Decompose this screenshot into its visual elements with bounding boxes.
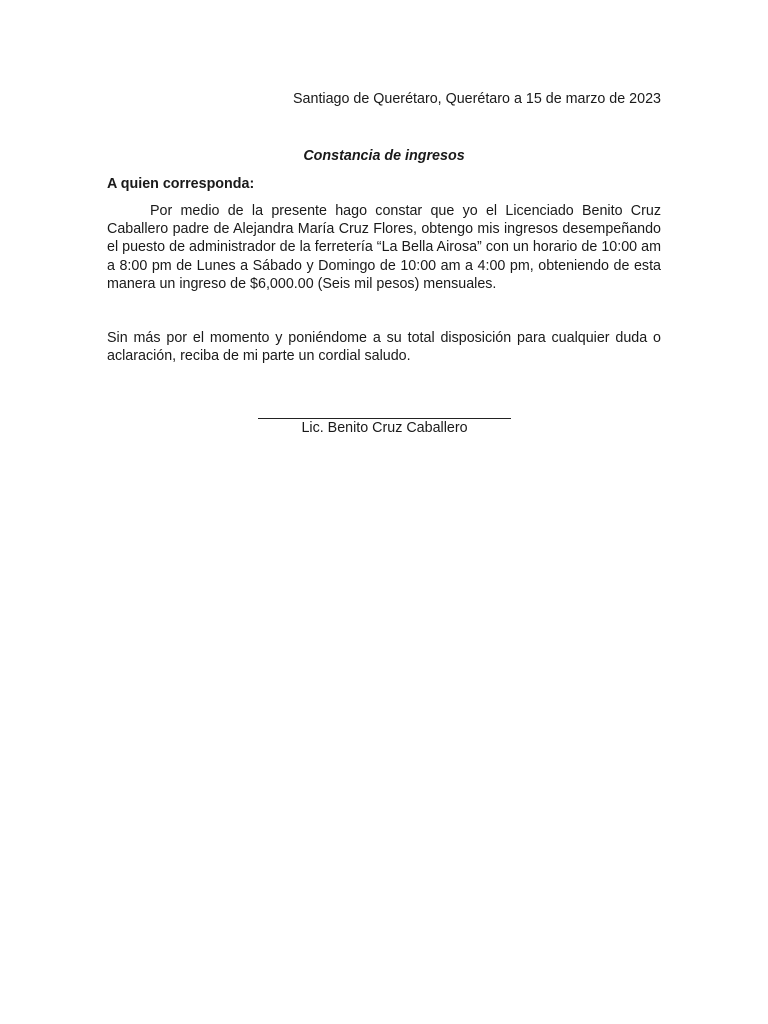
- body-paragraph-income: Por medio de la presente hago constar que yo el Licenciado Benito Cruz Caballero padre de Alejandra María Cruz Flores, obtengo mis ingresos desempeñando el puesto de administrador de la ferretería “La Bella Airosa” con un horario de 10:00 am a 8:00 pm de Lunes a Sábado y Domingo de 10:00 am a 4:00 pm, obteniendo de esta manera un ingreso de $6,000.00 (Seis mil pesos) mensuales.: [107, 203, 661, 292]
- signature-name: Lic. Benito Cruz Caballero: [301, 420, 468, 436]
- body-paragraph-closing: Sin más por el momento y poniéndome a su total disposición para cualquier duda o aclaración, reciba de mi parte un cordial saludo.: [107, 330, 661, 365]
- salutation: A quien corresponda:: [107, 176, 255, 192]
- date-line: Santiago de Querétaro, Querétaro a 15 de marzo de 2023: [293, 91, 661, 107]
- document-title: Constancia de ingresos: [303, 148, 465, 164]
